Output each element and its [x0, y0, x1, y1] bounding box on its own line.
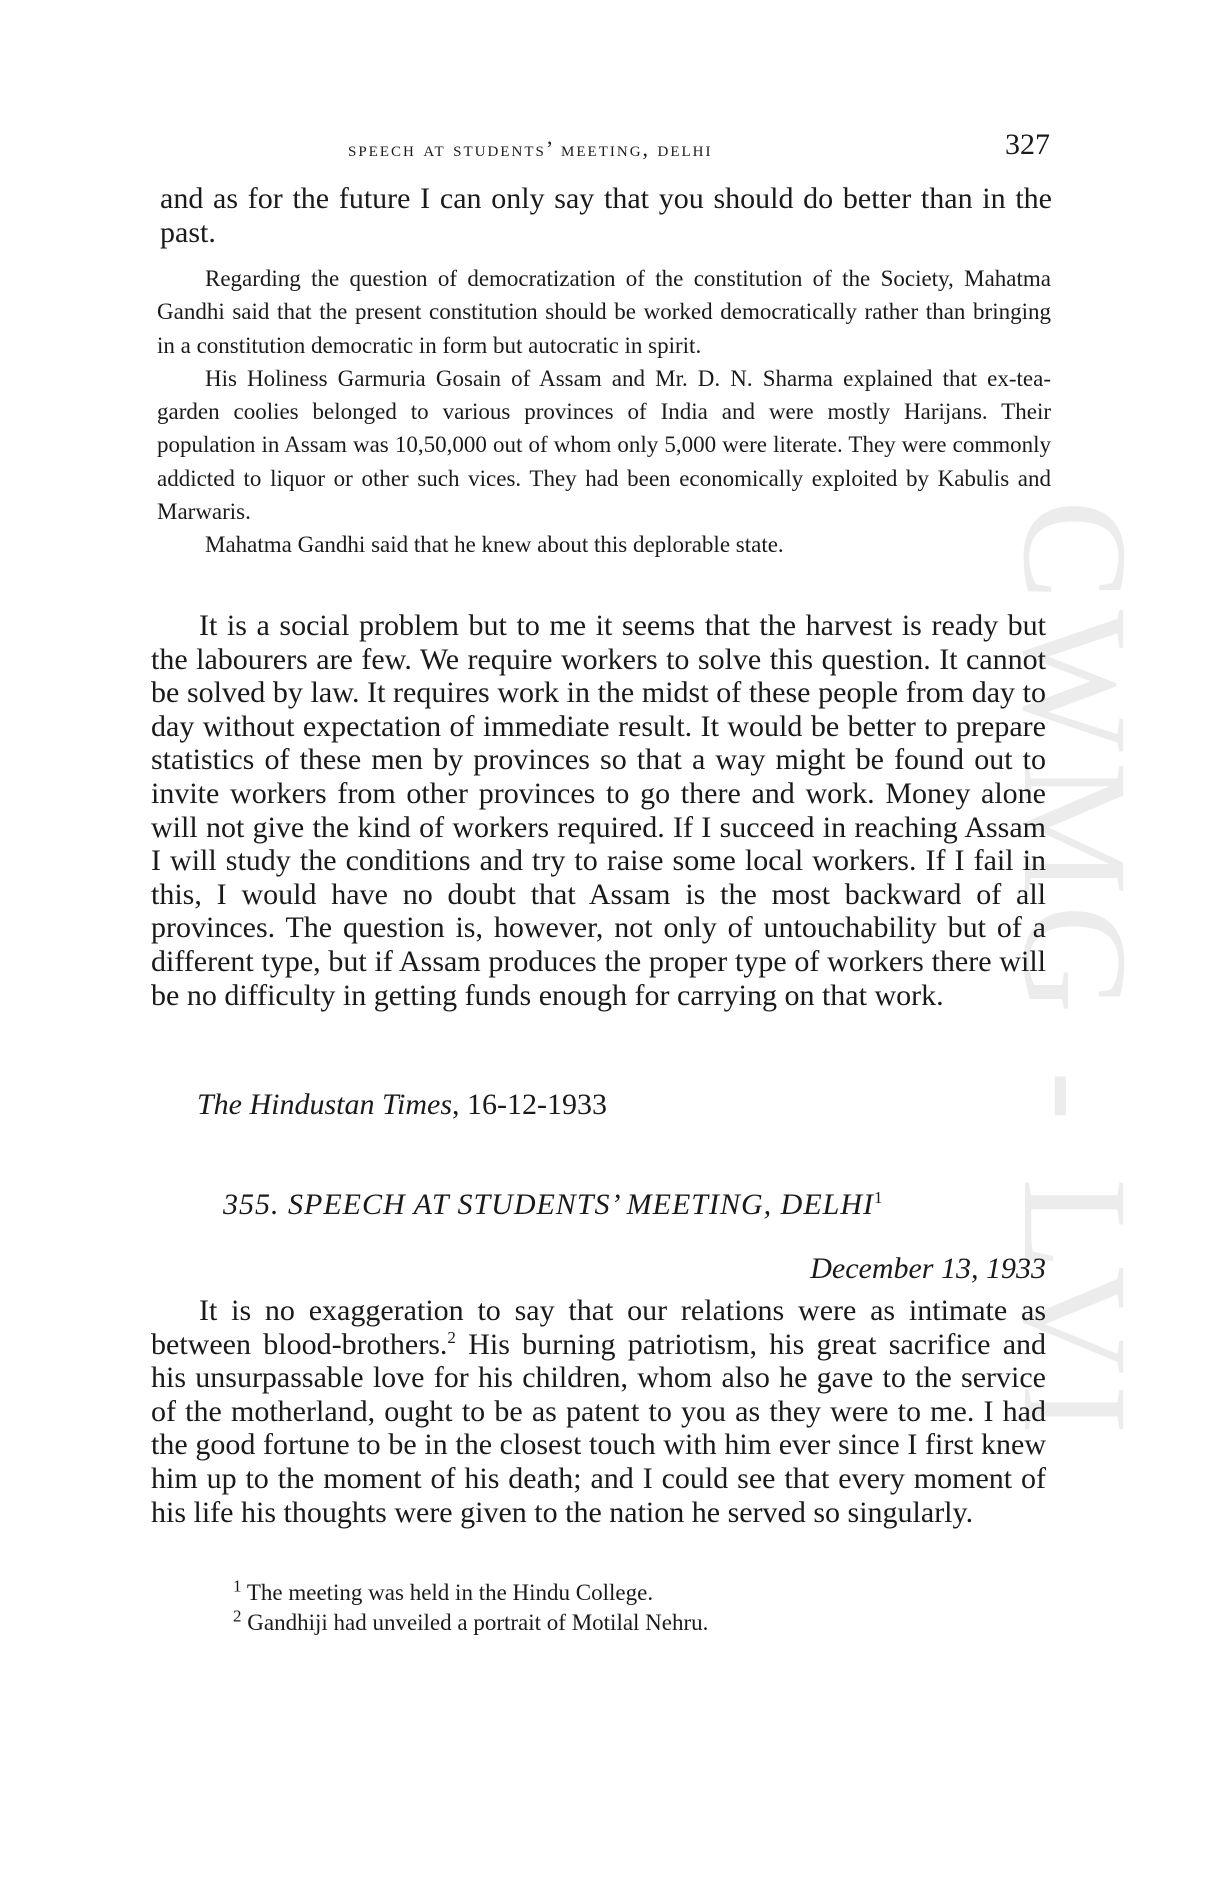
footnote-2 [233, 1608, 1053, 1638]
footnote-2-text: Gandhiji had unveiled a portrait of Motilal Nehru. [241, 1610, 709, 1635]
speech-end-paragraph [151, 609, 1046, 1012]
report-paragraph-deplorable: Mahatma Gandhi said that he knew about this deplorable state. [205, 532, 784, 558]
citation [197, 1088, 607, 1122]
report-paragraph-assam: His Holiness Garmuria Gosain of Assam and Mr. D. N. Sharma explained that ex-tea-garden coolies belonged to various provinces of India and were mostly Harijans. Their population in Assam was 10,50,000 out of whom only 5,000 were literate. They were commonly addicted to liquor or other such vices. They had been economically exploited by Kabulis and Marwaris. [157, 365, 1051, 525]
speech-end-text: It is a social problem but to me it seems that the harvest is ready but the labourers are few. We require workers to solve this question. It cannot be solved by law. It requires work in the midst of these people from day to day without expectation of immediate result. It would be better to prepare statistics of these men by provinces so that a way might be found out to invite workers from other provinces to go there and work. Money alone will not give the kind of workers required. If I succeed in reaching Assam I will study the conditions and try to raise some local workers. If I fail in this, I would have no doubt that Assam is the most backward of all provinces. The question is, however, not only of untouchability but of a different type, but if Assam produces the proper type of workers there will be no difficulty in getting funds enough for carrying on that work. [151, 609, 1046, 1012]
citation-source: The Hindustan Times [197, 1088, 453, 1121]
section-title-text: 355. SPEECH AT STUDENTS’ MEETING, DELHI [223, 1188, 874, 1221]
footnote-2-mark: 2 [233, 1606, 242, 1626]
dateline: December 13, 1933 [810, 1252, 1046, 1285]
report-paragraph-democratization: Regarding the question of democratization of the constitution of the Society, Mahatma Gandhi said that the present constitution should be worked democratically rather than bringing in a constitution democratic in form but autocratic in spirit. [157, 266, 1051, 358]
continuation-paragraph [160, 182, 1052, 249]
report-section [157, 262, 1051, 562]
running-head: speech at students’ meeting, delhi [348, 136, 713, 161]
footnotes [233, 1578, 1053, 1638]
footnote-1-text: The meeting was held in the Hindu College. [241, 1580, 654, 1605]
footnote-1-mark: 1 [233, 1576, 242, 1596]
page-number: 327 [1005, 128, 1050, 161]
speech-body-text-b: His burning patriotism, his great sacrifice and his unsurpassable love for his children, whom also he gave to the service of the motherland, ought to be as patent to you as they were to me. I had the good fortune to be in the closest touch with him ever since I first knew him up to the moment of his death; and I could see that every moment of his life his thoughts were given to the nation he served so singularly. [151, 1327, 1047, 1529]
continuation-text: and as for the future I can only say that you should do better than in the past. [160, 182, 1052, 249]
section-title-footnote-mark: 1 [873, 1188, 884, 1207]
speech-body-text-a: It is no exaggeration to say that our relations were as intimate as between blood-brothers. [151, 1294, 1046, 1361]
speech-body-paragraph [151, 1294, 1046, 1529]
section-title [223, 1188, 883, 1222]
citation-date: , 16-12-1933 [452, 1088, 608, 1121]
watermark: CWMG - LVI [992, 500, 1158, 1445]
speech-body-footnote-mark: 2 [447, 1327, 456, 1347]
footnote-1 [233, 1578, 1053, 1608]
speech-body-text [151, 1294, 1046, 1529]
